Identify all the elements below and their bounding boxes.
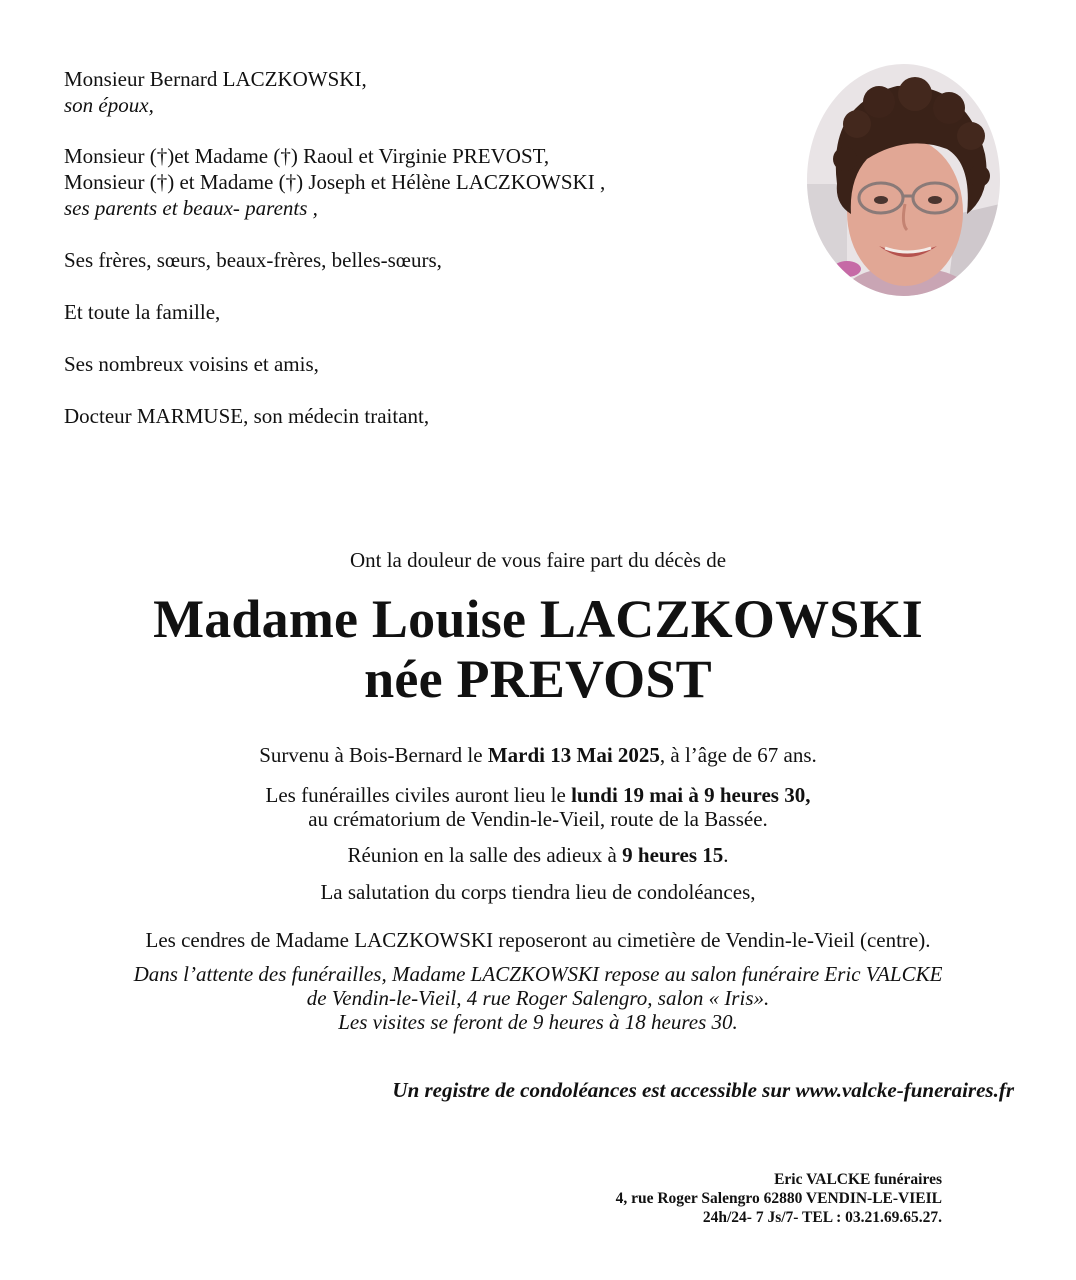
meeting-time: 9 heures 15 bbox=[622, 843, 724, 867]
meeting-pre: Réunion en la salle des adieux à bbox=[347, 843, 623, 867]
funeral-home-name: Eric VALCKE funéraires bbox=[774, 1171, 942, 1188]
deceased-name: Madame Louise LACZKOWSKI bbox=[153, 589, 923, 649]
parents-line-2: Monsieur (†) et Madame (†) Joseph et Hélène LACZKOWSKI , bbox=[64, 170, 606, 194]
funeral-line bbox=[0, 782, 1076, 808]
announcement-intro: Ont la douleur de vous faire part du décès de bbox=[349, 548, 727, 572]
parents-line-1: Monsieur (†)et Madame (†) Raoul et Virginie PREVOST, bbox=[64, 144, 550, 168]
neighbours-line: Ses nombreux voisins et amis, bbox=[64, 352, 319, 376]
funeral-pre: Les funérailles civiles auront lieu le bbox=[265, 783, 572, 807]
ashes-line: Les cendres de Madame LACZKOWSKI reposeront au cimetière de Vendin-le-Vieil (centre). bbox=[145, 928, 931, 952]
greeting-line: La salutation du corps tiendra lieu de condoléances, bbox=[320, 880, 756, 904]
funeral-home-address: 4, rue Roger Salengro 62880 VENDIN-LE-VIEIL bbox=[615, 1190, 942, 1207]
rest-line-2: de Vendin-le-Vieil, 4 rue Roger Salengro, salon « Iris». bbox=[306, 986, 770, 1010]
death-post: , à l’âge de 67 ans. bbox=[659, 743, 817, 767]
parents-role: ses parents et beaux- parents , bbox=[64, 196, 318, 220]
meeting-line bbox=[0, 842, 1076, 868]
death-pre: Survenu à Bois-Bernard le bbox=[259, 743, 488, 767]
family-line: Et toute la famille, bbox=[64, 300, 221, 324]
portrait-illustration bbox=[807, 64, 1000, 296]
rest-line-1: Dans l’attente des funérailles, Madame LACZKOWSKI repose au salon funéraire Eric VALCKE bbox=[133, 962, 943, 986]
spouse-role: son époux, bbox=[64, 93, 154, 117]
doctor-line: Docteur MARMUSE, son médecin traitant, bbox=[64, 404, 430, 428]
death-line bbox=[0, 742, 1076, 768]
funeral-date: lundi 19 mai à 9 heures 30, bbox=[571, 783, 811, 807]
death-date: Mardi 13 Mai 2025 bbox=[487, 743, 660, 767]
rest-line-3: Les visites se feront de 9 heures à 18 heures 30. bbox=[338, 1010, 738, 1034]
funeral-place: au crématorium de Vendin-le-Vieil, route de la Bassée. bbox=[308, 807, 768, 831]
registry-line: Un registre de condoléances est accessible sur www.valcke-funeraires.fr bbox=[392, 1078, 1014, 1102]
meeting-post: . bbox=[723, 843, 729, 867]
spouse-name: Monsieur Bernard LACZKOWSKI, bbox=[64, 67, 367, 91]
deceased-maiden-name: née PREVOST bbox=[364, 649, 712, 709]
portrait-photo bbox=[807, 64, 1000, 296]
funeral-home-contact: 24h/24- 7 Js/7- TEL : 03.21.69.65.27. bbox=[702, 1209, 942, 1226]
siblings-line: Ses frères, sœurs, beaux-frères, belles-sœurs, bbox=[64, 248, 442, 272]
